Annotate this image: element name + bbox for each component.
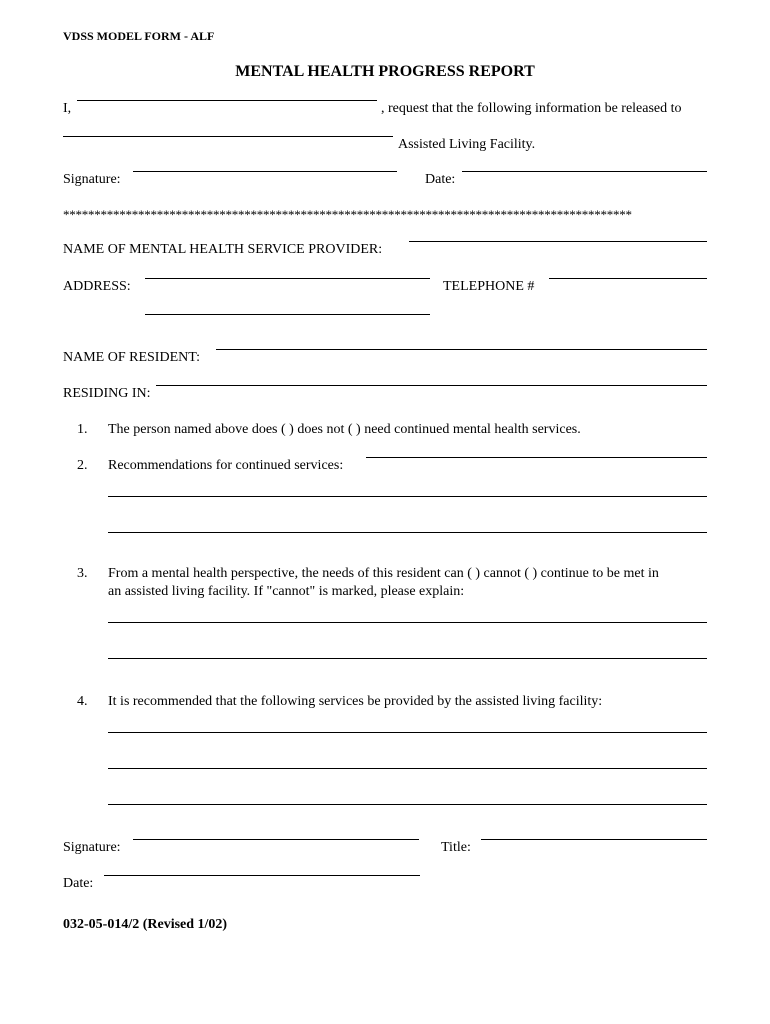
facility-suffix: Assisted Living Facility. [398,137,536,152]
footer-title-label: Title: [441,840,471,855]
release-date-field[interactable] [462,171,707,172]
recommendations-field-2[interactable] [108,496,707,497]
resident-name-field[interactable] [216,349,707,350]
release-date-label: Date: [425,172,456,187]
residing-label: RESIDING IN: [63,386,151,401]
facility-name-field[interactable] [63,136,393,137]
item-1-text: The person named above does ( ) does not ( ) need continued mental health services. [108,422,581,437]
services-field-2[interactable] [108,768,707,769]
form-label: VDSS MODEL FORM - ALF [63,29,215,43]
item-2-number: 2. [77,458,88,473]
footer-date-field[interactable] [104,875,420,876]
telephone-field[interactable] [549,278,707,279]
separator: ******************************************************************************************* [63,207,632,222]
provider-name-label: NAME OF MENTAL HEALTH SERVICE PROVIDER: [63,242,383,257]
item-4-text: It is recommended that the following services be provided by the assisted living facility: [108,694,603,709]
footer-date-label: Date: [63,876,94,891]
explain-field-1[interactable] [108,622,707,623]
provider-name-field[interactable] [409,241,707,242]
item-3-text: From a mental health perspective, the needs of this resident can ( ) cannot ( ) continue to be met in [108,566,659,581]
footer-title-field[interactable] [481,839,707,840]
item-4-number: 4. [77,694,88,709]
page-title: MENTAL HEALTH PROGRESS REPORT [235,63,535,80]
footer-signature-field[interactable] [133,839,419,840]
item-3-text-continued: an assisted living facility. If "cannot" is marked, please explain: [108,584,465,599]
recommendations-field-1[interactable] [366,457,707,458]
telephone-label: TELEPHONE # [443,279,535,294]
item-1-number: 1. [77,422,88,437]
release-prefix: I, [63,101,72,116]
services-field-3[interactable] [108,804,707,805]
requester-name-field[interactable] [77,100,377,101]
footer-signature-label: Signature: [63,840,121,855]
release-signature-label: Signature: [63,172,121,187]
explain-field-2[interactable] [108,658,707,659]
release-request-text: , request that the following information be released to [381,101,682,116]
item-2-text: Recommendations for continued services: [108,458,344,473]
services-field-1[interactable] [108,732,707,733]
recommendations-field-3[interactable] [108,532,707,533]
release-signature-field[interactable] [133,171,397,172]
residing-field[interactable] [156,385,707,386]
address-field-line2[interactable] [145,314,430,315]
resident-name-label: NAME OF RESIDENT: [63,350,200,365]
form-number: 032-05-014/2 (Revised 1/02) [63,917,228,932]
item-3-number: 3. [77,566,88,581]
address-label: ADDRESS: [63,279,131,294]
address-field-line1[interactable] [145,278,430,279]
